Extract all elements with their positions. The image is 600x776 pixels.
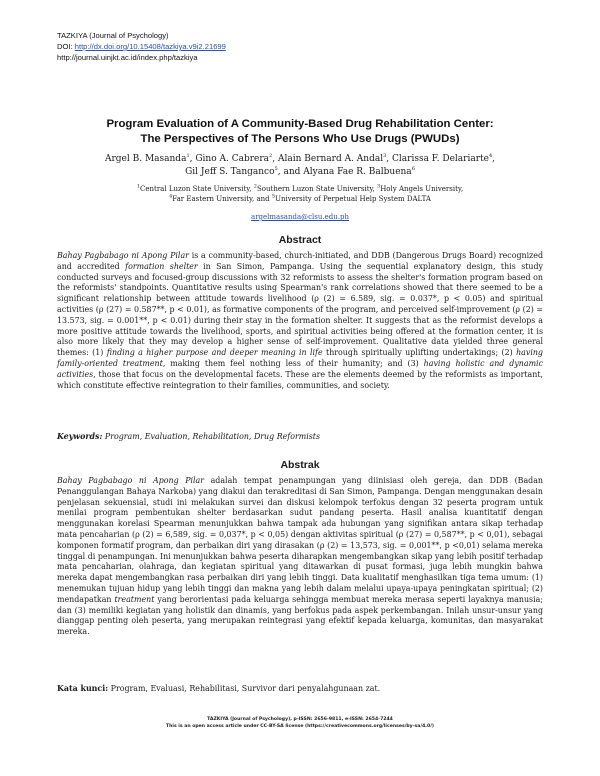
author-name: Argel B. Masanda [104, 154, 187, 164]
journal-header [57, 30, 226, 63]
abstrak-segment: yang berorientasi pada keluarga sehingga membuat mereka merasa seperti layaknya manusia; dan (3) memiliki kegiatan yang holistik dan dinamis, yang berfokus pada aspek perkembangan. Inilah unsur-unsur yang dianggap penting oleh peserta, yang merupakan reintegrasi yang efektif kepada keluarga, komunitas, dan masyarakat mereka. [57, 594, 543, 637]
abstract-italic: having holistic and dynamic activities [57, 358, 543, 379]
abstract-segment: , making them feel nothing less of their humanity; and (3) [162, 358, 424, 368]
affil-text: Central Luzon State University, [140, 185, 254, 193]
journal-url[interactable]: http://journal.uinjkt.ac.id/index.php/tazkiya [57, 53, 198, 62]
keywords-text: Program, Evaluation, Rehabilitation, Drug Reformists [102, 432, 321, 441]
kata-kunci-line [57, 684, 543, 695]
author-sup: 1 [186, 153, 190, 159]
abstract-heading: Abstract [278, 234, 322, 246]
author-sup: 5 [274, 165, 278, 172]
keywords-line [57, 432, 543, 443]
affil-text: Far Eastern University, and [172, 194, 272, 203]
author-sup: 2 [269, 153, 273, 159]
corresponding-email [60, 213, 540, 221]
doi-line [57, 41, 226, 52]
abstract-segment: is a community-based, church-initiated, and DDB (Dangerous Drugs Board) recognized and accredited [57, 251, 543, 271]
journal-name: TAZKIYA (Journal of Psychology) [57, 31, 169, 40]
abstract-segment: , those that focus on the developmental facets. These are the elements deemed by the reformists as important, which constitute effective reintegration to their families, communities, and society. [57, 369, 543, 390]
author-name: Clarissa F. Delariarte [392, 154, 489, 164]
footer-license: This is an open access article under CC-BY-SA license (https://creativecommons.org/licenses/by-sa/4.0/) [166, 724, 434, 729]
abstract-segment: through spiritually uplifting undertakings; (2) [322, 348, 517, 358]
author-name: Gil Jeff S. Tanganco [185, 166, 275, 177]
abstrak-text [57, 476, 543, 638]
title-line-2: The Perspectives of The Persons Who Use Drugs (PWUDs) [140, 133, 460, 145]
affil-sup: 3 [377, 183, 381, 190]
author-name: and Alyana Fae R. Balbuena [283, 166, 412, 177]
abstract-italic: formation shelter [125, 261, 198, 271]
author-list: Argel B. Masanda$^1$, Gino A. Cabrera$^2$, Alain Bernard A. Andal$^3$, Clarissa F. Delariarte$^4$, Gil Jeff S. Tanganco$^5$, and Alyana Fae R. Balbuena$^6$ [104, 153, 496, 177]
paper-title [60, 117, 540, 147]
abstrak-italic: Bahay Pagbabago ni Apong Pilar [57, 476, 205, 485]
kata-kunci-text: Program, Evaluasi, Rehabilitasi, Survivor dari penyalahgunaan zat. [108, 684, 381, 693]
author-sup: 4 [488, 153, 493, 159]
keywords-label: Keywords: [57, 432, 103, 441]
author-name: Gino A. Cabrera [195, 154, 270, 164]
abstract-italic: having family-oriented treatment [57, 348, 543, 368]
affil-sup: 5 [271, 193, 276, 200]
email-link[interactable]: argelmasanda@clsu.edu.ph [251, 213, 349, 221]
doi-prefix: DOI: [57, 42, 75, 51]
abstract-italic: finding a higher purpose and deeper meaning in life [106, 348, 323, 358]
abstrak-segment: adalah tempat penampungan yang diinisiasi oleh gereja, dan DDB (Badan Penanggulangan Bahaya Narkoba) yang diakui dan terakreditasi di San Simon, Pampanga. Dengan menggunakan desain penjelasan sekuensial, studi ini melakukan survei dan diskusi kelompok terfokus dengan 32 peserta program untuk menilai program pembentukan shelter berdasarkan sudut pandang peserta. Hasil analisa kuantitatif dengan menggunakan korelasi Spearman menunjukkan bahwa tampak ada hubungan yang signifikan antara sikap terhadap mata pencaharian (ρ (2) = 6,589, sig. = 0,037*, p < 0,05) dengan aktivitas spiritual (ρ (27) = 0,587**, p < 0,01), sebagai komponen formatif program, dan perbaikan diri yang dirasakan (ρ (2) = 13,573, sig. = 0,001**, p <0,01) selama mereka tinggal di penampungan. Ini menunjukkan bahwa peserta diharapkan mengembangkan sikap yang lebih positif terhadap mata pencaharian, olahraga, dan kegiatan spiritual yang ditawarkan di pusat formasi, juga lebih mungkin bahwa mereka dapat mengembangkan rasa perbaikan diri yang lebih tinggi. Data kualitatif menghasilkan tiga tema umum: (1) menemukan tujuan hidup yang lebih tinggi dan makna yang lebih dalam melalui upaya-upaya peningkatan spiritual; (2) mendapatkan [57, 476, 544, 604]
author-name: Alain Bernard A. Andal [277, 154, 384, 164]
affil-text: Holy Angels University, [380, 185, 464, 193]
abstract-italic: Bahay Pagbabago ni Apong Pilar [57, 251, 189, 260]
affil-text: University of Perpetual Help System DALTA [275, 194, 431, 203]
doi-link[interactable]: http://dx.doi.org/10.15408/tazkiya.v9i2.21699 [74, 42, 226, 51]
affil-text: Southern Luzon State University, [256, 185, 378, 193]
abstract-text [57, 251, 543, 391]
affil-sup: 1 [136, 183, 141, 190]
affil-sup: 4 [169, 193, 173, 200]
affil-sup: 2 [253, 183, 257, 190]
author-sup: 6 [411, 165, 415, 172]
page-footer [60, 716, 540, 730]
abstrak-heading: Abstrak [280, 459, 320, 471]
footer-issn: TAZKIYA (Journal of Psychology), p-ISSN: 2656-9811, e-ISSN: 2654-7244 [207, 717, 393, 722]
abstrak-italic: treatment [114, 594, 155, 604]
affiliations [60, 185, 540, 204]
kata-kunci-label: Kata kunci: [57, 684, 109, 693]
title-line-1: Program Evaluation of A Community-Based Drug Rehabilitation Center: [106, 118, 494, 130]
abstract-segment: in San Simon, Pampanga. Using the sequential explanatory design, this study conducted surveys and focused-group discussions with 32 reformists to assess the shelter's formation program based on the reformists' standpoints. Quantitative results using Spearman's rank correlations showed that there seemed to be a significant relationship between attitude towards livelihood (ρ (2) = 6.589, sig. = 0.037*, p < 0.05) and spiritual activities (ρ (27) = 0.587**, p < 0.01), as formative components of the program, and perceived self-improvement (ρ (2) = 13.573, sig. = 0.001**, p < 0.01) during their stay in the formation shelter. It suggests that as the reformist develops a more positive attitude towards the livelihood, sports, and spiritual activities being offered at the formation center, it is also more likely that they may develop a higher sense of self-improvement. Qualitative data yielded three general themes: (1) [57, 261, 543, 358]
author-sup: 3 [383, 153, 387, 159]
